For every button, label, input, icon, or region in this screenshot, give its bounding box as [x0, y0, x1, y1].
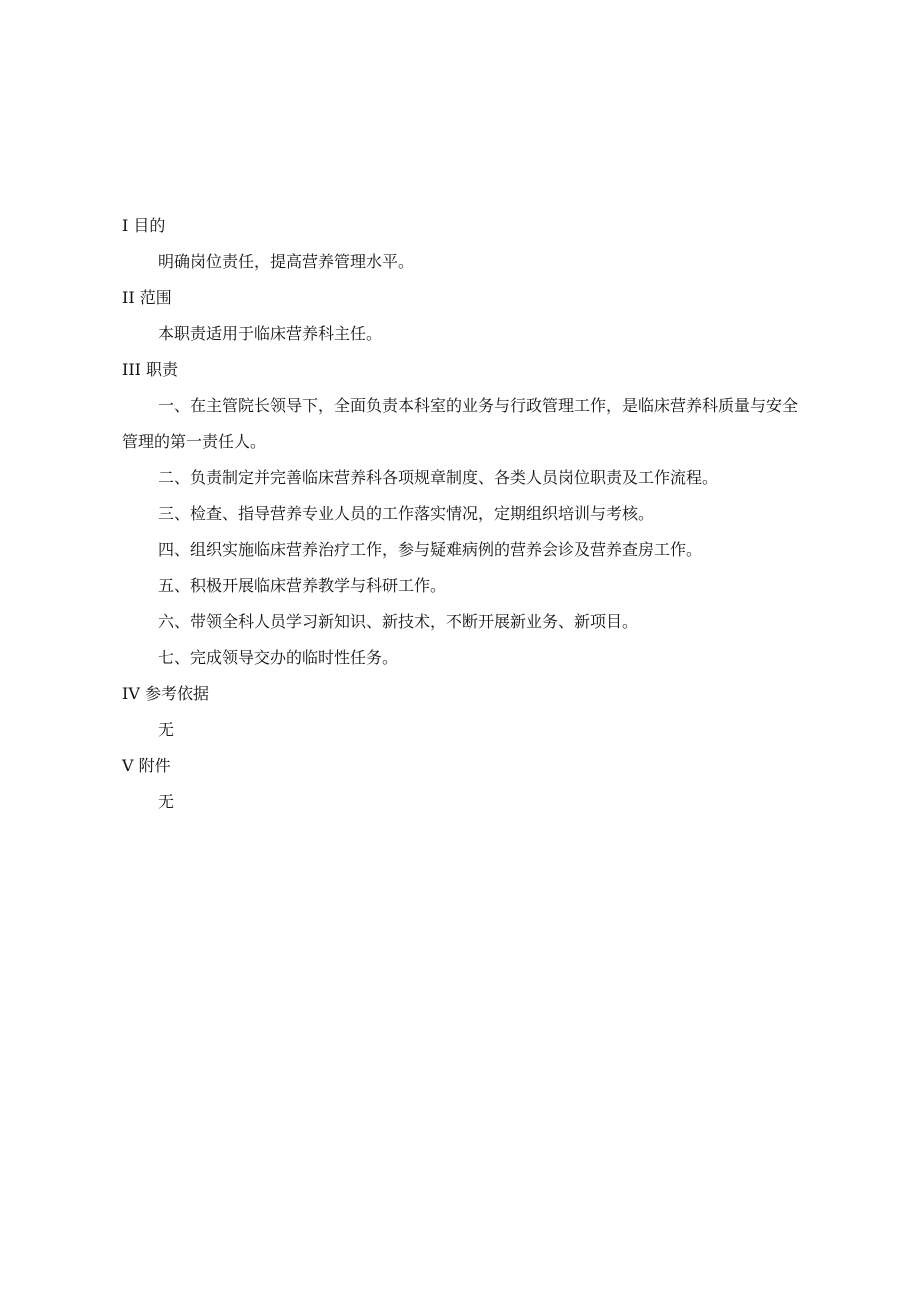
- references-text: 无: [158, 720, 175, 739]
- duty-item-3: 三、检查、指导营养专业人员的工作落实情况，定期组织培训与考核。: [158, 504, 655, 523]
- attachments-text: 无: [158, 792, 175, 811]
- section-heading-duties: III 职责: [122, 360, 179, 379]
- duty-item-4: 四、组织实施临床营养治疗工作，参与疑难病例的营养会诊及营养查房工作。: [158, 540, 703, 559]
- section-heading-purpose: I 目的: [122, 216, 166, 235]
- section-heading-references: IV 参考依据: [122, 684, 209, 703]
- duty-item-7: 七、完成领导交办的临时性任务。: [158, 648, 399, 667]
- document-body: [122, 214, 812, 826]
- duty-item-2: 二、负责制定并完善临床营养科各项规章制度、各类人员岗位职责及工作流程。: [158, 468, 719, 487]
- duty-item-1: 一、在主管院长领导下，全面负责本科室的业务与行政管理工作，是临床营养科质量与安全管理的第一责任人。: [122, 396, 799, 451]
- section-heading-attachments: V 附件: [122, 756, 171, 775]
- scope-text: 本职责适用于临床营养科主任。: [158, 324, 383, 343]
- duty-item-5: 五、积极开展临床营养教学与科研工作。: [158, 576, 447, 595]
- purpose-text: 明确岗位责任，提高营养管理水平。: [158, 252, 415, 271]
- duty-item-6: 六、带领全科人员学习新知识、新技术，不断开展新业务、新项目。: [158, 612, 639, 631]
- section-heading-scope: II 范围: [122, 288, 172, 307]
